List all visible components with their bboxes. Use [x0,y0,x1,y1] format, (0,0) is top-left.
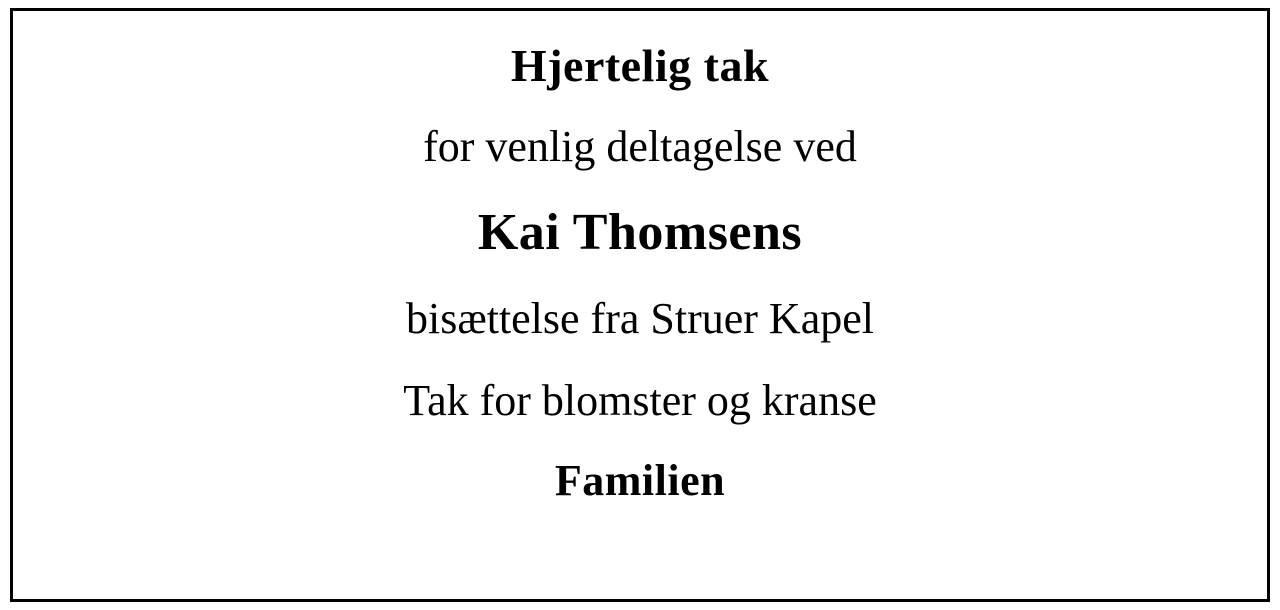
ceremony-place-line: bisættelse fra Struer Kapel [406,294,874,343]
notice-text-block [13,40,1267,505]
flowers-thanks-line: Tak for blomster og kranse [403,376,877,425]
notice-subheading: for venlig deltagelse ved [423,122,857,171]
notice-signature: Familien [554,456,726,505]
thank-you-notice-card [10,8,1270,602]
deceased-name: Kai Thomsens [477,204,803,261]
notice-heading: Hjertelig tak [510,40,770,91]
